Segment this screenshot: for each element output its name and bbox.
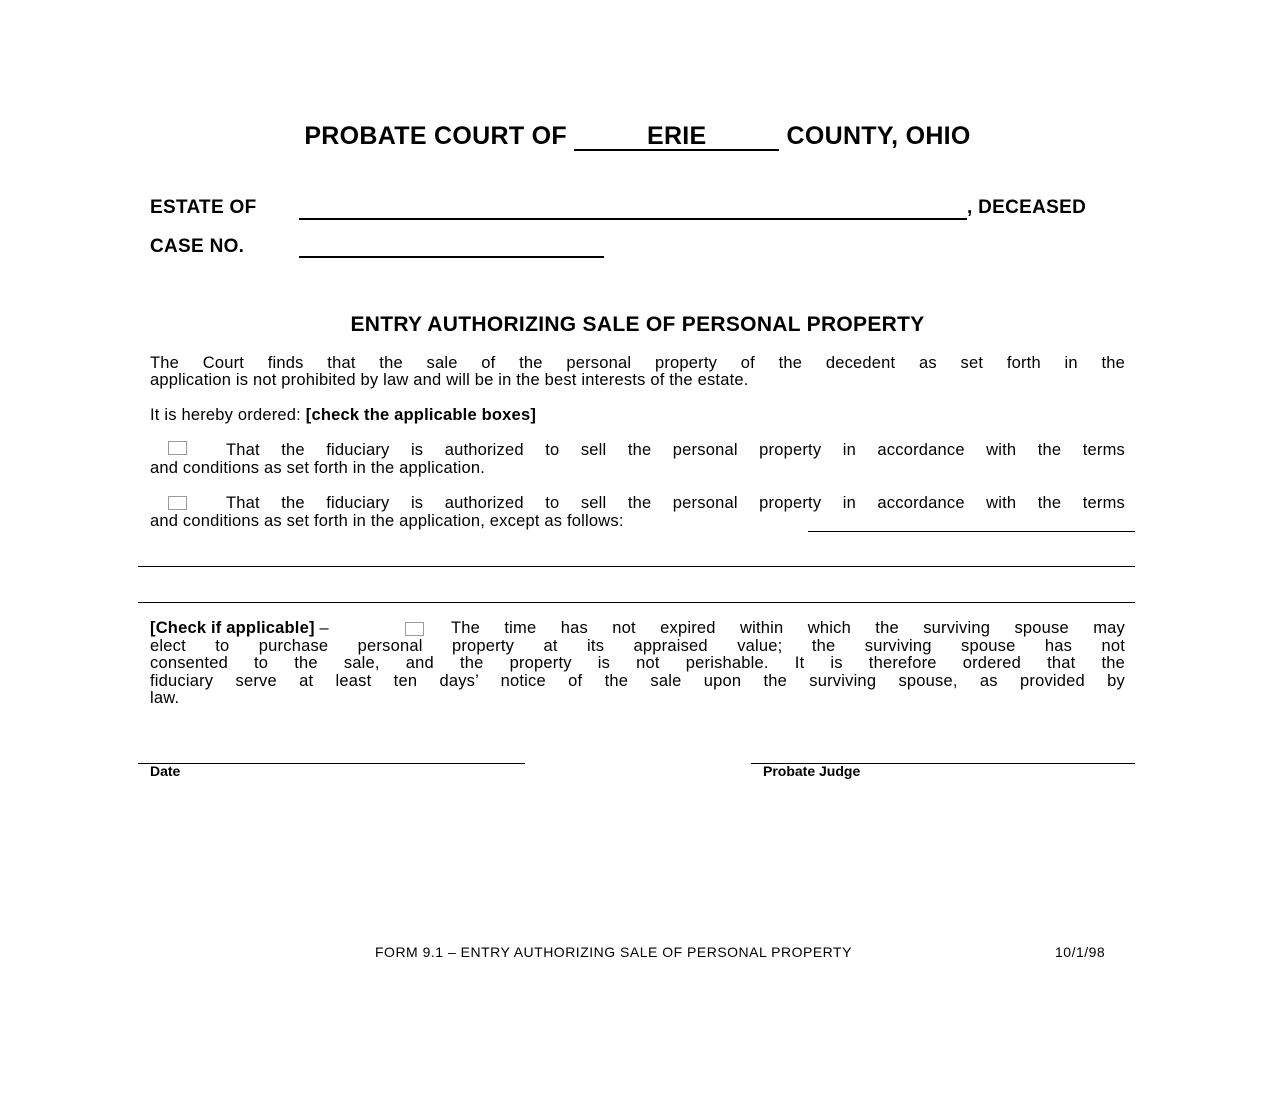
- court-title: [0, 122, 1275, 151]
- exceptions-line-3[interactable]: [138, 602, 1135, 603]
- title-prefix: PROBATE COURT OF: [304, 122, 567, 150]
- option-1-checkbox[interactable]: [168, 441, 187, 455]
- spouse-line-3: consented to the sale, and the property is not perishable. It is therefore ordered that the: [150, 654, 1125, 672]
- order-intro-text: It is hereby ordered:: [150, 406, 301, 424]
- order-intro: [150, 407, 536, 425]
- deceased-label: , DECEASED: [967, 197, 1087, 218]
- case-no-field[interactable]: [299, 256, 604, 258]
- spouse-line-5: law.: [150, 689, 180, 707]
- date-label: Date: [150, 763, 181, 779]
- order-instruction: [check the applicable boxes]: [305, 406, 537, 424]
- option-2-checkbox[interactable]: [168, 496, 187, 510]
- estate-label: ESTATE OF: [150, 197, 257, 218]
- case-no-label: CASE NO.: [150, 236, 245, 257]
- exceptions-line-1[interactable]: [808, 531, 1135, 532]
- estate-name-field[interactable]: [299, 218, 967, 220]
- title-suffix: COUNTY, OHIO: [786, 122, 971, 150]
- spouse-dash: –: [319, 619, 329, 637]
- spouse-line-1: The time has not expired within which the surviving spouse may: [451, 619, 1125, 637]
- spouse-checkbox[interactable]: [405, 622, 424, 636]
- option-1-line-2: and conditions as set forth in the application.: [150, 459, 486, 477]
- county-field[interactable]: ERIE: [574, 123, 779, 151]
- probate-judge-label: Probate Judge: [763, 763, 861, 779]
- findings-line-2: application is not prohibited by law and will be in the best interests of the estate.: [150, 371, 749, 389]
- spouse-line-2: elect to purchase personal property at its appraised value; the surviving spouse has not: [150, 637, 1125, 655]
- spouse-label-group: [150, 620, 329, 638]
- option-2-line-2: and conditions as set forth in the application, except as follows:: [150, 512, 624, 530]
- spouse-line-4: fiduciary serve at least ten days’ notice of the sale upon the surviving spouse, as provided by: [150, 672, 1125, 690]
- entry-heading: ENTRY AUTHORIZING SALE OF PERSONAL PROPERTY: [350, 313, 925, 336]
- spouse-check-label: [Check if applicable]: [150, 619, 315, 637]
- findings-line-1: The Court finds that the sale of the personal property of the decedent as set forth in the: [150, 354, 1125, 372]
- date-signature-line[interactable]: [138, 763, 525, 764]
- form-date: 10/1/98: [1055, 944, 1106, 960]
- exceptions-line-2[interactable]: [138, 566, 1135, 567]
- form-footer: FORM 9.1 – ENTRY AUTHORIZING SALE OF PERSONAL PROPERTY: [375, 944, 852, 960]
- option-2-line-1: That the fiduciary is authorized to sell the personal property in accordance with the terms: [226, 494, 1125, 512]
- option-1-line-1: That the fiduciary is authorized to sell the personal property in accordance with the terms: [226, 441, 1125, 459]
